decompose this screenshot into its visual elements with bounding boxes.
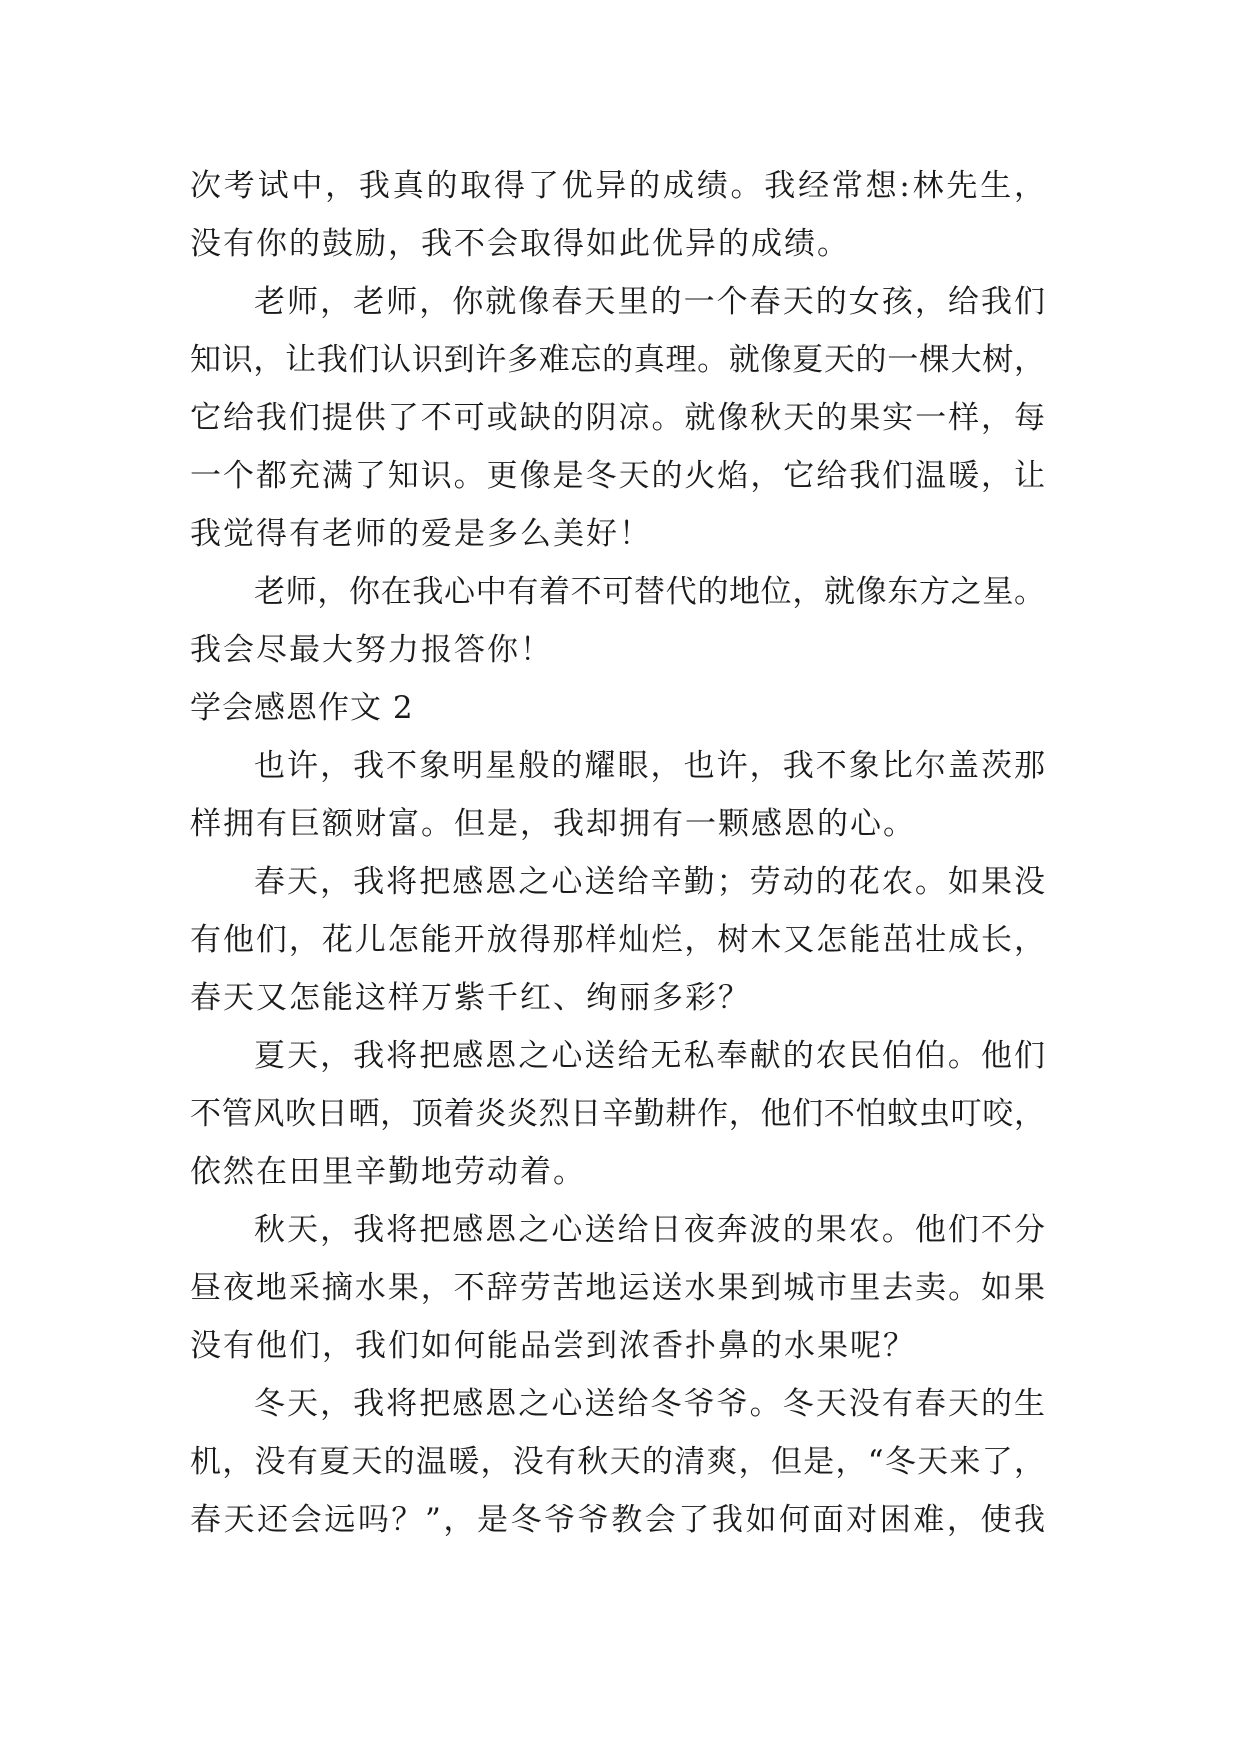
paragraph-line: 一个都充满了知识。更像是冬天的火焰，它给我们温暖，让: [190, 458, 1045, 494]
paragraph-line: 昼夜地采摘水果，不辞劳苦地运送水果到城市里去卖。如果: [190, 1270, 1045, 1306]
paragraph-line: 秋天，我将把感恩之心送给日夜奔波的果农。他们不分: [254, 1212, 1045, 1248]
paragraph-line: 春天还会远吗？”，是冬爷爷教会了我如何面对困难，使我: [190, 1502, 1045, 1538]
paragraph-line: 春天又怎能这样万紫千红、绚丽多彩？: [190, 980, 751, 1016]
paragraph-line: 春天，我将把感恩之心送给辛勤；劳动的花农。如果没: [254, 864, 1045, 900]
paragraph-line: 它给我们提供了不可或缺的阴凉。就像秋天的果实一样，每: [190, 400, 1045, 436]
paragraph-line: 依然在田里辛勤地劳动着。: [190, 1154, 586, 1190]
paragraph-line: 次考试中，我真的取得了优异的成绩。我经常想:林先生，: [190, 168, 1045, 204]
paragraph-line: 夏天，我将把感恩之心送给无私奉献的农民伯伯。他们: [254, 1038, 1045, 1074]
paragraph-line: 没有你的鼓励，我不会取得如此优异的成绩。: [190, 226, 850, 262]
paragraph-line: 没有他们，我们如何能品尝到浓香扑鼻的水果呢？: [190, 1328, 916, 1364]
paragraph-line: 也许，我不象明星般的耀眼，也许，我不象比尔盖茨那: [254, 748, 1045, 784]
paragraph-line: 知识，让我们认识到许多难忘的真理。就像夏天的一棵大树，: [190, 342, 1045, 378]
paragraph-line: 冬天，我将把感恩之心送给冬爷爷。冬天没有春天的生: [254, 1386, 1045, 1422]
paragraph-line: 不管风吹日晒，顶着炎炎烈日辛勤耕作，他们不怕蚊虫叮咬，: [190, 1096, 1045, 1132]
paragraph-line: 老师，老师，你就像春天里的一个春天的女孩，给我们: [254, 284, 1045, 320]
paragraph-line: 有他们，花儿怎能开放得那样灿烂，树木又怎能茁壮成长，: [190, 922, 1045, 958]
paragraph-line: 样拥有巨额财富。但是，我却拥有一颗感恩的心。: [190, 806, 916, 842]
paragraph-line: 我会尽最大努力报答你！: [190, 632, 553, 668]
paragraph-line: 我觉得有老师的爱是多么美好！: [190, 516, 652, 552]
paragraph-line: 机，没有夏天的温暖，没有秋天的清爽，但是，“冬天来了，: [190, 1444, 1045, 1480]
section-heading: 学会感恩作文 2: [190, 690, 414, 726]
paragraph-line: 老师，你在我心中有着不可替代的地位，就像东方之星。: [254, 574, 1045, 610]
